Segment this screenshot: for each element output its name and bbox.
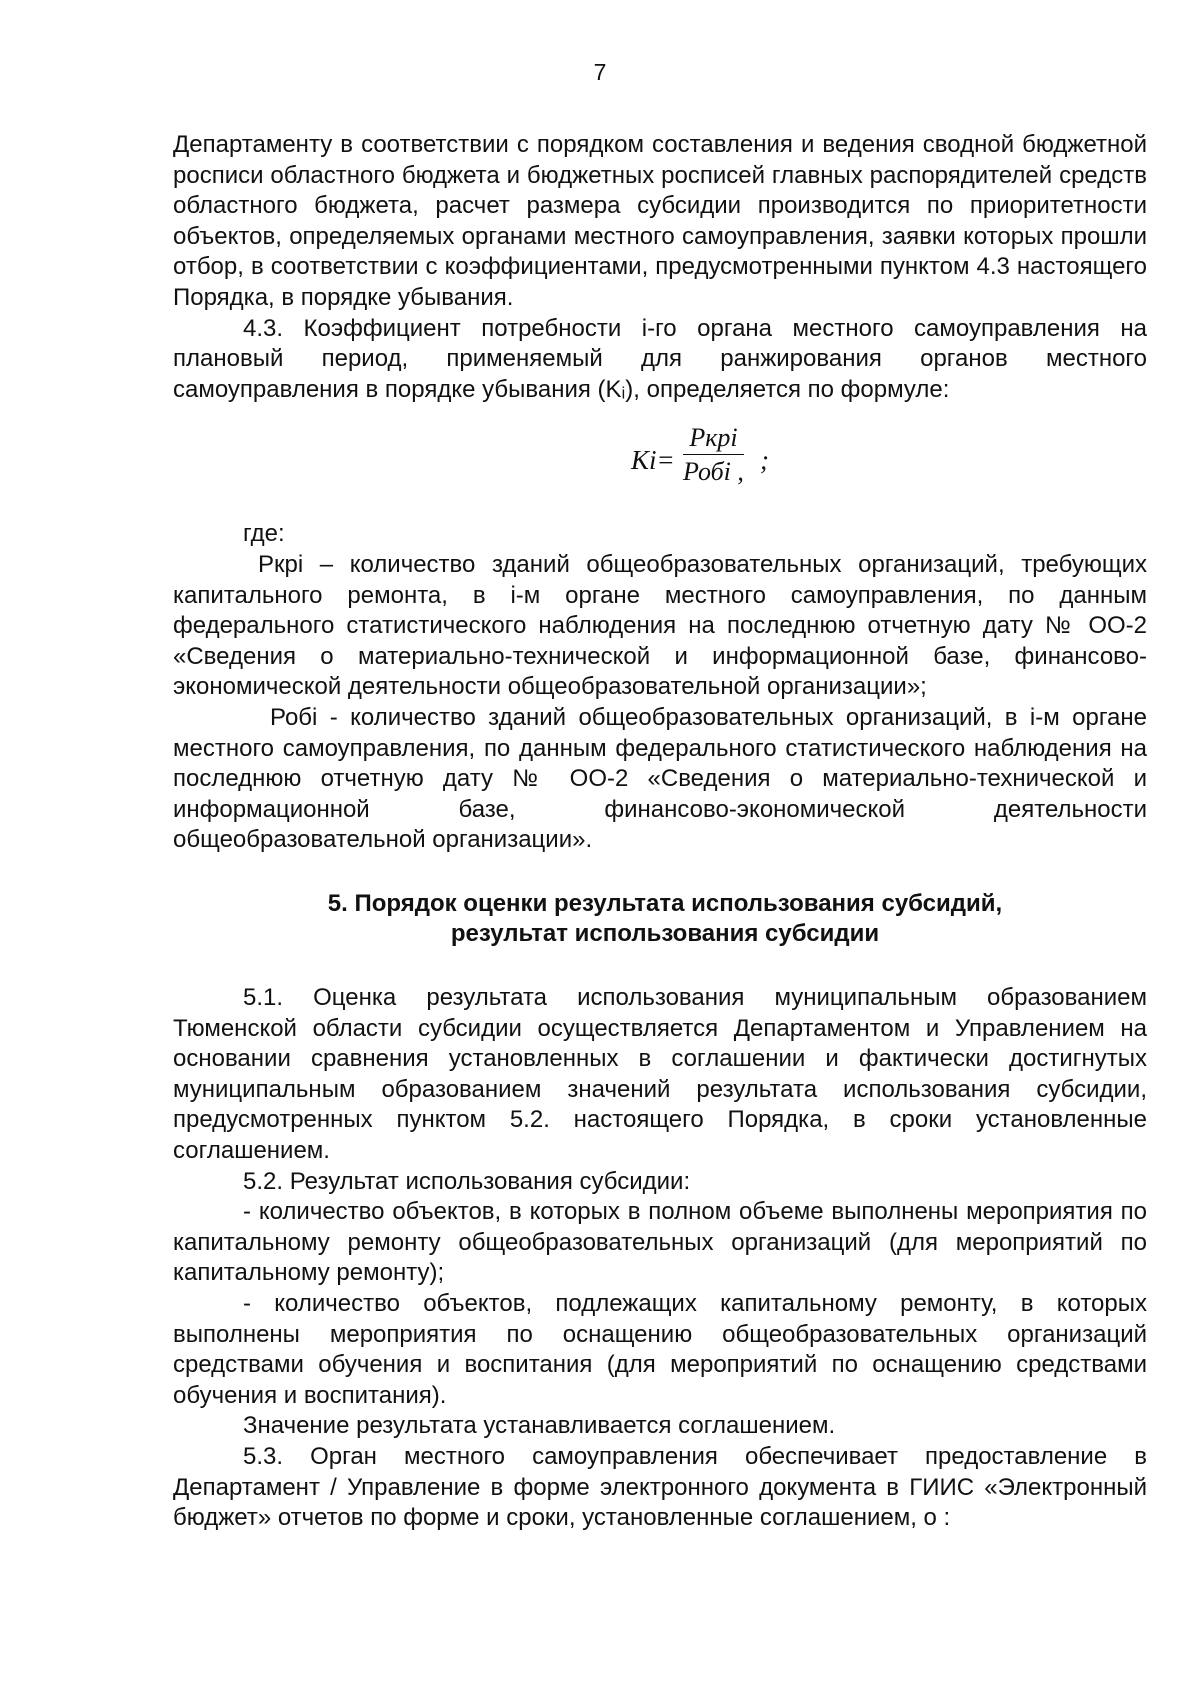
fraction-bar: [683, 454, 744, 455]
formula-denominator: Робi ,: [683, 457, 744, 487]
section-heading-line-1: 5. Порядок оценки результата использования субсидий,: [327, 889, 1003, 917]
page-number: 7: [593, 59, 607, 85]
paragraph-5-2: 5.2. Результат использования субсидии:: [243, 1167, 691, 1195]
section-heading-line-2: результат использования субсидии: [450, 920, 880, 948]
list-item-repair-objects: - количество объектов, в которых в полном объеме выполнены мероприятия по капитальному ремонту общеобразовательных организаций (для мероприятий по капитальному ремонту);: [173, 1198, 1147, 1287]
paragraph-5-1: 5.1. Оценка результата использования муниципальным образованием Тюменской области субсидии осуществляется Департаментом и Управлением на основании сравнения установленных в соглашении и фактически достигнутых муниципальным образованием значений результата использования субсидии, предусмотренных пунктом 5.2. настоящего Порядка, в сроки установленные соглашением.: [173, 984, 1147, 1165]
paragraph-subsidy-calculation: Департаменту в соответствии с порядком составления и ведения сводной бюджетной росписи областного бюджета и бюджетных росписей главных распорядителей средств областного бюджета, расчет размера субсидии производится по приоритетности объектов, определяемых органами местного самоуправления, заявки которых прошли отбор, в соответствии с коэффициентами, предусмотренными пунктом 4.3 настоящего Порядка, в порядке убывания.: [173, 131, 1147, 311]
paragraph-5-3: 5.3. Орган местного самоуправления обеспечивает предоставление в Департамент / Управление в форме электронного документа в ГИИС «Электронный бюджет» отчетов по форме и сроки, установленные соглашением, о :: [173, 1442, 1147, 1532]
definition-pkri: Ркрi – количество зданий общеобразовательных организаций, требующих капитального ремонта, в i-м органе местного самоуправления, по данным федерального статистического наблюдения на последнюю отчетную дату № ОО-2 «Сведения о материально-технической и информационной базе, финансово-экономической деятельности общеобразовательной организации»;: [173, 550, 1147, 701]
formula-ki: [173, 405, 1147, 505]
paragraph-result-value: Значение результата устанавливается соглашением.: [243, 1412, 836, 1440]
section-heading: [173, 889, 1147, 950]
paragraph-4-3: 4.3. Коэффициент потребности i-го органа местного самоуправления на плановый период, применяемый для ранжирования органов местного самоуправления в порядке убывания (Kᵢ), определяется по формуле:: [173, 314, 1147, 403]
document-body: [173, 130, 1147, 1534]
definition-pobi: Робi - количество зданий общеобразовательных организаций, в i-м органе местного самоуправления, по данным федерального статистического наблюдения на последнюю отчетную дату № ОО-2 «Сведения о материально-технической и информационной базе, финансово-экономической деятельности общеобразовательной организации».: [173, 703, 1147, 854]
formula-semicolon: ;: [760, 445, 769, 476]
where-label: где:: [243, 520, 285, 548]
formula-numerator: Ркрi: [689, 423, 738, 453]
formula-fraction: [683, 423, 744, 487]
list-item-equipment-objects: - количество объектов, подлежащих капитальному ремонту, в которых выполнены мероприятия по оснащению общеобразовательных организаций средствами обучения и воспитания (для мероприятий по оснащению средствами обучения и воспитания).: [173, 1290, 1147, 1409]
formula-lhs: Ki=: [631, 445, 675, 476]
